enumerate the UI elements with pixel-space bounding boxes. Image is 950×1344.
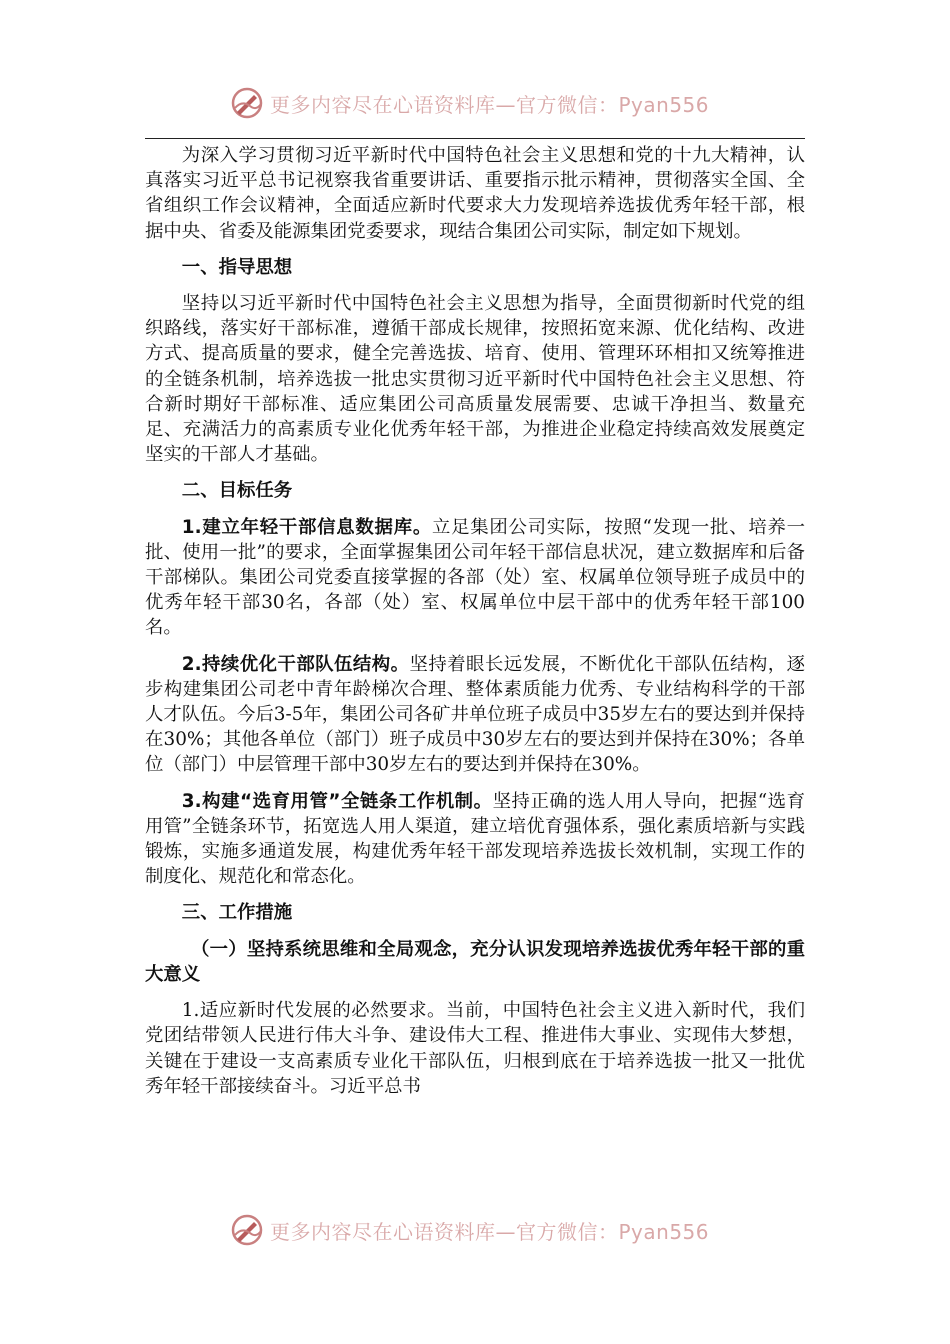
goal-item-1-lead: 1.建立年轻干部信息数据库。	[181, 516, 432, 538]
footer-watermark-banner	[230, 1210, 750, 1250]
pen-ribbon-logo-icon	[230, 86, 264, 120]
goal-item-2-lead: 2.持续优化干部队伍结构。	[181, 653, 410, 675]
goal-item-3-lead: 3.构建“选育用管”全链条工作机制。	[181, 790, 493, 812]
guiding-ideology-paragraph: 坚持以习近平新时代中国特色社会主义思想为指导，全面贯彻新时代党的组织路线，落实好干部标准，遵循干部成长规律，按照拓宽来源、优化结构、改进方式、提高质量的要求，健全完善选拔、培育、使用、管理环环相扣又统筹推进的全链条机制，培养选拔一批忠实贯彻习近平新时代中国特色社会主义思想、符合新时期好干部标准、适应集团公司高质量发展需要、忠诚干净担当、数量充足、充满活力的高素质专业化优秀年轻干部，为推进企业稳定持续高效发展奠定坚实的干部人才基础。	[145, 293, 805, 466]
header-watermark-text: 更多内容尽在心语资料库—官方微信：Pyan556	[270, 92, 710, 117]
footer-watermark-text: 更多内容尽在心语资料库—官方微信：Pyan556	[270, 1219, 710, 1244]
subsection-heading-1: （一）坚持系统思维和全局观念，充分认识发现培养选拔优秀年轻干部的重大意义	[145, 938, 805, 985]
goal-item-3	[145, 789, 805, 890]
section-heading-measures: 三、工作措施	[181, 902, 293, 924]
section-heading-goals: 二、目标任务	[181, 480, 293, 502]
document-body	[145, 143, 805, 1099]
header-divider	[145, 138, 805, 139]
goal-item-2-body: 坚持着眼长远发展，不断优化干部队伍结构，逐步构建集团公司老中青年龄梯次合理、整体素质能力优秀、专业结构科学的干部人才队伍。今后3-5年，集团公司各矿井单位班子成员中35岁左右的要达到并保持在30%；其他各单位（部门）班子成员中30岁左右的要达到并保持在30%；各单位（部门）中层管理干部中30岁左右的要达到并保持在30%。	[145, 653, 805, 776]
goal-item-2	[145, 652, 805, 778]
goal-item-3-body: 坚持正确的选人用人导向，把握“选育用管”全链条环节，拓宽选人用人渠道，建立培优育强体系，强化素质培新与实践锻炼，实施多通道发展，构建优秀年轻干部发现培养选拔长效机制，实现工作的制度化、规范化和常态化。	[145, 790, 805, 888]
pen-ribbon-logo-icon	[230, 1213, 264, 1247]
measures-item-1-paragraph: 1.适应新时代发展的必然要求。当前，中国特色社会主义进入新时代，我们党团结带领人民进行伟大斗争、建设伟大工程、推进伟大事业、实现伟大梦想，关键在于建设一支高素质专业化干部队伍，归根到底在于培养选拔一批又一批优秀年轻干部接续奋斗。习近平总书	[145, 1000, 805, 1097]
section-heading-guiding-ideology: 一、指导思想	[181, 256, 293, 278]
header-watermark-banner	[230, 83, 750, 123]
goal-item-1-body: 立足集团公司实际，按照“发现一批、培养一批、使用一批”的要求，全面掌握集团公司年轻干部信息状况，建立数据库和后备干部梯队。集团公司党委直接掌握的各部（处）室、权属单位领导班子成员中的优秀年轻干部30名，各部（处）室、权属单位中层干部中的优秀年轻干部100名。	[145, 516, 805, 639]
goal-item-1	[145, 515, 805, 641]
intro-paragraph: 为深入学习贯彻习近平新时代中国特色社会主义思想和党的十九大精神，认真落实习近平总书记视察我省重要讲话、重要指示批示精神，贯彻落实全国、全省组织工作会议精神，全面适应新时代要求大力发现培养选拔优秀年轻干部，根据中央、省委及能源集团党委要求，现结合集团公司实际，制定如下规划。	[145, 145, 805, 242]
